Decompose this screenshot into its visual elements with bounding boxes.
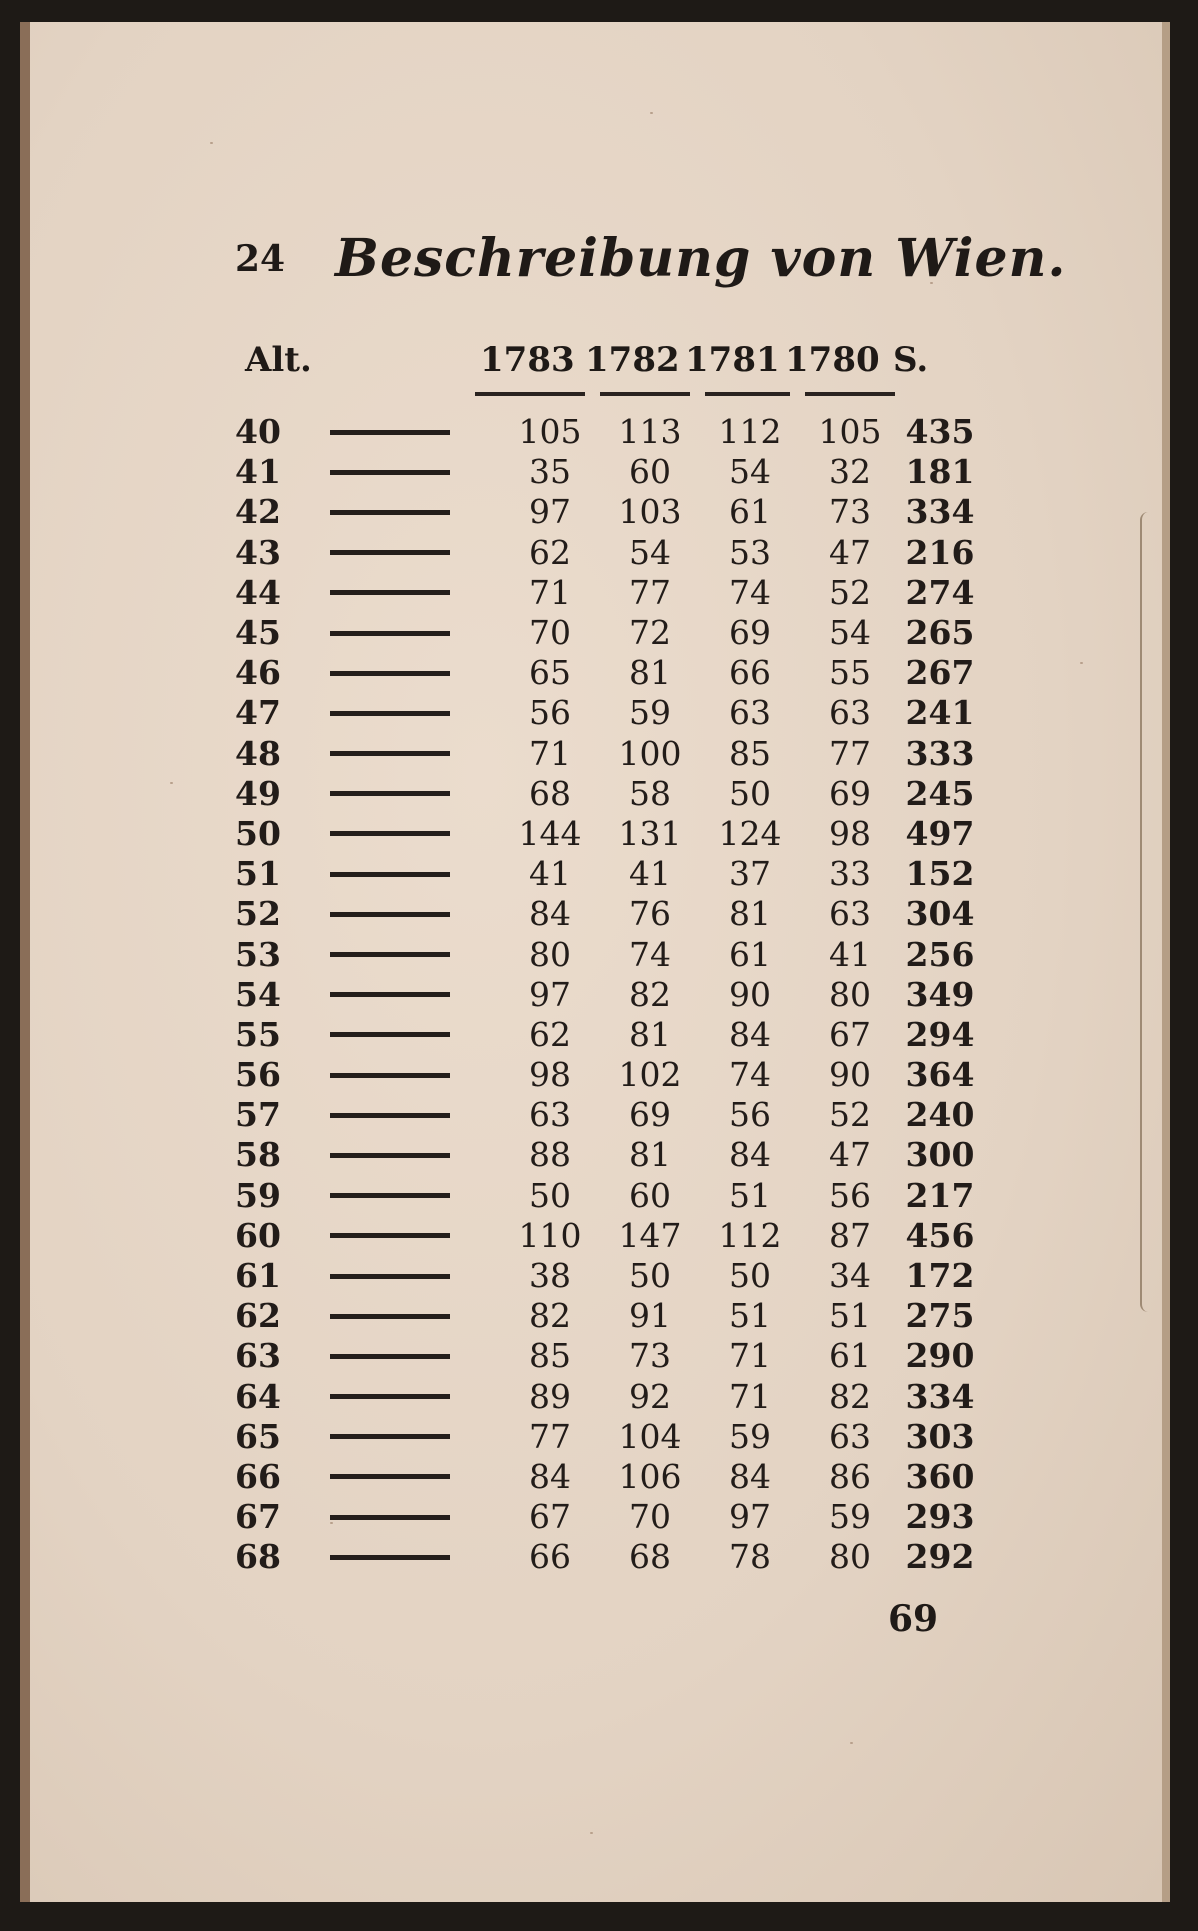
- value-cell: 77: [829, 733, 871, 773]
- value-cell: 86: [829, 1456, 871, 1496]
- value-cell: 67: [529, 1497, 571, 1537]
- value-cell: 41: [829, 934, 871, 974]
- value-cell: 80: [529, 934, 571, 974]
- age-cell: 55: [235, 1014, 281, 1054]
- value-cell: 80: [829, 1537, 871, 1577]
- age-cell: 62: [235, 1296, 281, 1336]
- age-cell: 49: [235, 773, 281, 813]
- age-cell: 61: [235, 1256, 281, 1296]
- value-cell: 81: [629, 653, 671, 693]
- value-cell: 51: [729, 1175, 771, 1215]
- value-cell: 63: [829, 1416, 871, 1456]
- value-cell: 105: [818, 412, 882, 452]
- value-cell: 56: [829, 1175, 871, 1215]
- leader-rule-line: [330, 1113, 450, 1118]
- table-row: [235, 533, 980, 573]
- sum-cell: 241: [905, 693, 975, 733]
- value-cell: 84: [529, 1456, 571, 1496]
- value-cell: 66: [529, 1537, 571, 1577]
- age-cell: 40: [235, 412, 281, 452]
- value-cell: 91: [629, 1296, 671, 1336]
- sum-cell: 300: [905, 1135, 975, 1175]
- leader-rule: [330, 1095, 500, 1135]
- leader-rule-line: [330, 1153, 450, 1158]
- sum-cell: 497: [905, 813, 975, 853]
- age-cell: 44: [235, 572, 281, 612]
- leader-rule-line: [330, 1515, 450, 1520]
- page-number: 24: [235, 238, 286, 280]
- value-cell: 58: [629, 773, 671, 813]
- value-cell: 59: [729, 1416, 771, 1456]
- age-cell: 52: [235, 894, 281, 934]
- binding-edge: [1140, 512, 1156, 1312]
- sum-cell: 456: [905, 1215, 975, 1255]
- sum-cell: 349: [905, 974, 975, 1014]
- sum-cell: 293: [905, 1497, 975, 1537]
- table-row: [235, 1176, 980, 1216]
- value-cell: 32: [829, 452, 871, 492]
- leader-rule-line: [330, 872, 450, 877]
- value-cell: 54: [829, 613, 871, 653]
- sum-cell: 334: [905, 492, 975, 532]
- leader-rule: [330, 1417, 500, 1457]
- leader-rule-line: [330, 751, 450, 756]
- value-cell: 112: [718, 412, 782, 452]
- table-row: [235, 1216, 980, 1256]
- leader-rule: [330, 653, 500, 693]
- leader-rule-line: [330, 631, 450, 636]
- value-cell: 66: [729, 653, 771, 693]
- value-cell: 74: [729, 1055, 771, 1095]
- sum-column-header: S.: [893, 340, 929, 380]
- age-cell: 46: [235, 653, 281, 693]
- value-cell: 67: [829, 1014, 871, 1054]
- leader-rule: [330, 1377, 500, 1417]
- leader-rule: [330, 934, 500, 974]
- age-cell: 50: [235, 813, 281, 853]
- sum-cell: 304: [905, 894, 975, 934]
- value-cell: 92: [629, 1376, 671, 1416]
- value-cell: 100: [618, 733, 682, 773]
- table-row: [235, 975, 980, 1015]
- sum-cell: 303: [905, 1416, 975, 1456]
- value-cell: 70: [629, 1497, 671, 1537]
- sum-cell: 292: [905, 1537, 975, 1577]
- leader-rule-line: [330, 952, 450, 957]
- value-cell: 78: [729, 1537, 771, 1577]
- value-cell: 80: [829, 974, 871, 1014]
- value-cell: 54: [729, 452, 771, 492]
- table-row: [235, 934, 980, 974]
- value-cell: 76: [629, 894, 671, 934]
- leader-rule-line: [330, 711, 450, 716]
- value-cell: 105: [518, 412, 582, 452]
- leader-rule: [330, 573, 500, 613]
- table-row: [235, 1135, 980, 1175]
- value-cell: 61: [829, 1336, 871, 1376]
- sum-cell: 217: [905, 1175, 975, 1215]
- header-underline: [805, 392, 895, 396]
- leader-rule: [330, 533, 500, 573]
- year-header-1: 1783: [480, 340, 575, 380]
- sum-cell: 290: [905, 1336, 975, 1376]
- value-cell: 65: [529, 653, 571, 693]
- value-cell: 63: [529, 1095, 571, 1135]
- value-cell: 71: [729, 1376, 771, 1416]
- value-cell: 62: [529, 1014, 571, 1054]
- leader-rule: [330, 613, 500, 653]
- running-header: [0, 228, 1198, 298]
- table-row: [235, 573, 980, 613]
- leader-rule-line: [330, 1073, 450, 1078]
- value-cell: 53: [729, 532, 771, 572]
- value-cell: 81: [629, 1135, 671, 1175]
- sum-cell: 256: [905, 934, 975, 974]
- age-cell: 66: [235, 1456, 281, 1496]
- value-cell: 37: [729, 854, 771, 894]
- sum-cell: 267: [905, 653, 975, 693]
- value-cell: 103: [618, 492, 682, 532]
- table-row: [235, 1336, 980, 1376]
- age-cell: 63: [235, 1336, 281, 1376]
- leader-rule: [330, 1135, 500, 1175]
- leader-rule-line: [330, 510, 450, 515]
- value-cell: 89: [529, 1376, 571, 1416]
- leader-rule-line: [330, 1314, 450, 1319]
- sum-cell: 152: [905, 854, 975, 894]
- table-row: [235, 1055, 980, 1095]
- table-row: [235, 452, 980, 492]
- sum-cell: 274: [905, 572, 975, 612]
- sum-cell: 240: [905, 1095, 975, 1135]
- value-cell: 70: [529, 613, 571, 653]
- value-cell: 54: [629, 532, 671, 572]
- value-cell: 77: [529, 1416, 571, 1456]
- value-cell: 131: [618, 813, 682, 853]
- leader-rule-line: [330, 1474, 450, 1479]
- age-cell: 67: [235, 1497, 281, 1537]
- sum-cell: 172: [905, 1256, 975, 1296]
- age-cell: 48: [235, 733, 281, 773]
- value-cell: 147: [618, 1215, 682, 1255]
- table-row: [235, 774, 980, 814]
- age-cell: 68: [235, 1537, 281, 1577]
- leader-rule: [330, 492, 500, 532]
- value-cell: 87: [829, 1215, 871, 1255]
- value-cell: 34: [829, 1256, 871, 1296]
- leader-rule: [330, 1176, 500, 1216]
- value-cell: 98: [529, 1055, 571, 1095]
- leader-rule-line: [330, 912, 450, 917]
- table-row: [235, 412, 980, 452]
- leader-rule-line: [330, 470, 450, 475]
- value-cell: 104: [618, 1416, 682, 1456]
- value-cell: 85: [529, 1336, 571, 1376]
- age-cell: 51: [235, 854, 281, 894]
- leader-rule-line: [330, 1233, 450, 1238]
- leader-rule-line: [330, 1032, 450, 1037]
- table-row: [235, 613, 980, 653]
- age-cell: 59: [235, 1175, 281, 1215]
- value-cell: 60: [629, 1175, 671, 1215]
- value-cell: 84: [529, 894, 571, 934]
- value-cell: 77: [629, 572, 671, 612]
- leader-rule: [330, 1497, 500, 1537]
- value-cell: 63: [729, 693, 771, 733]
- year-header-3: 1781: [685, 340, 780, 380]
- sum-cell: 245: [905, 773, 975, 813]
- value-cell: 61: [729, 492, 771, 532]
- value-cell: 73: [629, 1336, 671, 1376]
- leader-rule-line: [330, 590, 450, 595]
- value-cell: 62: [529, 532, 571, 572]
- leader-rule: [330, 452, 500, 492]
- age-cell: 53: [235, 934, 281, 974]
- value-cell: 69: [629, 1095, 671, 1135]
- leader-rule: [330, 1457, 500, 1497]
- value-cell: 97: [529, 492, 571, 532]
- table-row: [235, 814, 980, 854]
- value-cell: 35: [529, 452, 571, 492]
- year-header-4: 1780: [785, 340, 880, 380]
- table-row: [235, 1497, 980, 1537]
- leader-rule: [330, 894, 500, 934]
- leader-rule: [330, 1537, 500, 1577]
- sum-cell: 216: [905, 532, 975, 572]
- age-cell: 65: [235, 1416, 281, 1456]
- value-cell: 84: [729, 1014, 771, 1054]
- value-cell: 71: [529, 572, 571, 612]
- sum-cell: 364: [905, 1055, 975, 1095]
- value-cell: 97: [529, 974, 571, 1014]
- value-cell: 56: [729, 1095, 771, 1135]
- header-underline: [705, 392, 790, 396]
- value-cell: 84: [729, 1456, 771, 1496]
- value-cell: 97: [729, 1497, 771, 1537]
- leader-rule-line: [330, 1434, 450, 1439]
- value-cell: 90: [829, 1055, 871, 1095]
- value-cell: 74: [629, 934, 671, 974]
- table-row: [235, 1256, 980, 1296]
- value-cell: 52: [829, 1095, 871, 1135]
- value-cell: 110: [518, 1215, 582, 1255]
- value-cell: 69: [829, 773, 871, 813]
- value-cell: 144: [518, 813, 582, 853]
- leader-rule-line: [330, 671, 450, 676]
- value-cell: 51: [729, 1296, 771, 1336]
- value-cell: 82: [829, 1376, 871, 1416]
- table-row: [235, 1377, 980, 1417]
- age-cell: 47: [235, 693, 281, 733]
- leader-rule: [330, 1055, 500, 1095]
- age-cell: 60: [235, 1215, 281, 1255]
- value-cell: 82: [529, 1296, 571, 1336]
- catchword: 69: [888, 1598, 939, 1640]
- table-row: [235, 653, 980, 693]
- table-row: [235, 854, 980, 894]
- value-cell: 50: [529, 1175, 571, 1215]
- value-cell: 50: [729, 1256, 771, 1296]
- leader-rule: [330, 774, 500, 814]
- value-cell: 52: [829, 572, 871, 612]
- leader-rule: [330, 412, 500, 452]
- sum-cell: 275: [905, 1296, 975, 1336]
- leader-rule: [330, 1015, 500, 1055]
- sum-cell: 333: [905, 733, 975, 773]
- header-underline: [475, 392, 585, 396]
- age-cell: 57: [235, 1095, 281, 1135]
- value-cell: 85: [729, 733, 771, 773]
- leader-rule-line: [330, 430, 450, 435]
- value-cell: 63: [829, 894, 871, 934]
- age-cell: 54: [235, 974, 281, 1014]
- table-row: [235, 492, 980, 532]
- value-cell: 50: [629, 1256, 671, 1296]
- value-cell: 72: [629, 613, 671, 653]
- value-cell: 61: [729, 934, 771, 974]
- value-cell: 51: [829, 1296, 871, 1336]
- leader-rule: [330, 1216, 500, 1256]
- value-cell: 71: [729, 1336, 771, 1376]
- age-cell: 64: [235, 1376, 281, 1416]
- sum-cell: 334: [905, 1376, 975, 1416]
- value-cell: 106: [618, 1456, 682, 1496]
- value-cell: 38: [529, 1256, 571, 1296]
- leader-rule-line: [330, 550, 450, 555]
- value-cell: 41: [529, 854, 571, 894]
- mortality-table: [235, 412, 980, 1577]
- sum-cell: 435: [905, 412, 975, 452]
- table-row: [235, 1537, 980, 1577]
- value-cell: 82: [629, 974, 671, 1014]
- value-cell: 56: [529, 693, 571, 733]
- value-cell: 113: [618, 412, 682, 452]
- sum-cell: 181: [905, 452, 975, 492]
- leader-rule-line: [330, 791, 450, 796]
- value-cell: 69: [729, 613, 771, 653]
- header-underline: [600, 392, 690, 396]
- sum-cell: 294: [905, 1014, 975, 1054]
- table-row: [235, 894, 980, 934]
- value-cell: 73: [829, 492, 871, 532]
- leader-rule: [330, 693, 500, 733]
- value-cell: 47: [829, 532, 871, 572]
- age-cell: 41: [235, 452, 281, 492]
- leader-rule: [330, 1256, 500, 1296]
- leader-rule: [330, 975, 500, 1015]
- leader-rule: [330, 734, 500, 774]
- leader-rule-line: [330, 831, 450, 836]
- value-cell: 98: [829, 813, 871, 853]
- table-row: [235, 1457, 980, 1497]
- page-title: Beschreibung von Wien.: [335, 228, 1067, 289]
- sum-cell: 265: [905, 613, 975, 653]
- leader-rule-line: [330, 1274, 450, 1279]
- value-cell: 84: [729, 1135, 771, 1175]
- value-cell: 112: [718, 1215, 782, 1255]
- value-cell: 81: [629, 1014, 671, 1054]
- value-cell: 63: [829, 693, 871, 733]
- age-cell: 42: [235, 492, 281, 532]
- age-column-header: Alt.: [245, 340, 312, 380]
- table-row: [235, 1417, 980, 1457]
- value-cell: 90: [729, 974, 771, 1014]
- value-cell: 47: [829, 1135, 871, 1175]
- leader-rule: [330, 1296, 500, 1336]
- leader-rule-line: [330, 992, 450, 997]
- leader-rule: [330, 1336, 500, 1376]
- value-cell: 68: [529, 773, 571, 813]
- value-cell: 59: [629, 693, 671, 733]
- table-row: [235, 1296, 980, 1336]
- table-row: [235, 1095, 980, 1135]
- leader-rule: [330, 814, 500, 854]
- age-cell: 58: [235, 1135, 281, 1175]
- age-cell: 56: [235, 1055, 281, 1095]
- leader-rule-line: [330, 1394, 450, 1399]
- value-cell: 81: [729, 894, 771, 934]
- leader-rule-line: [330, 1555, 450, 1560]
- value-cell: 59: [829, 1497, 871, 1537]
- value-cell: 50: [729, 773, 771, 813]
- age-cell: 43: [235, 532, 281, 572]
- leader-rule: [330, 854, 500, 894]
- leader-rule-line: [330, 1354, 450, 1359]
- value-cell: 60: [629, 452, 671, 492]
- table-row: [235, 693, 980, 733]
- value-cell: 102: [618, 1055, 682, 1095]
- value-cell: 124: [718, 813, 782, 853]
- value-cell: 33: [829, 854, 871, 894]
- value-cell: 74: [729, 572, 771, 612]
- age-cell: 45: [235, 613, 281, 653]
- value-cell: 88: [529, 1135, 571, 1175]
- table-row: [235, 734, 980, 774]
- value-cell: 41: [629, 854, 671, 894]
- value-cell: 55: [829, 653, 871, 693]
- value-cell: 71: [529, 733, 571, 773]
- table-row: [235, 1015, 980, 1055]
- leader-rule-line: [330, 1193, 450, 1198]
- year-header-2: 1782: [585, 340, 680, 380]
- value-cell: 68: [629, 1537, 671, 1577]
- sum-cell: 360: [905, 1456, 975, 1496]
